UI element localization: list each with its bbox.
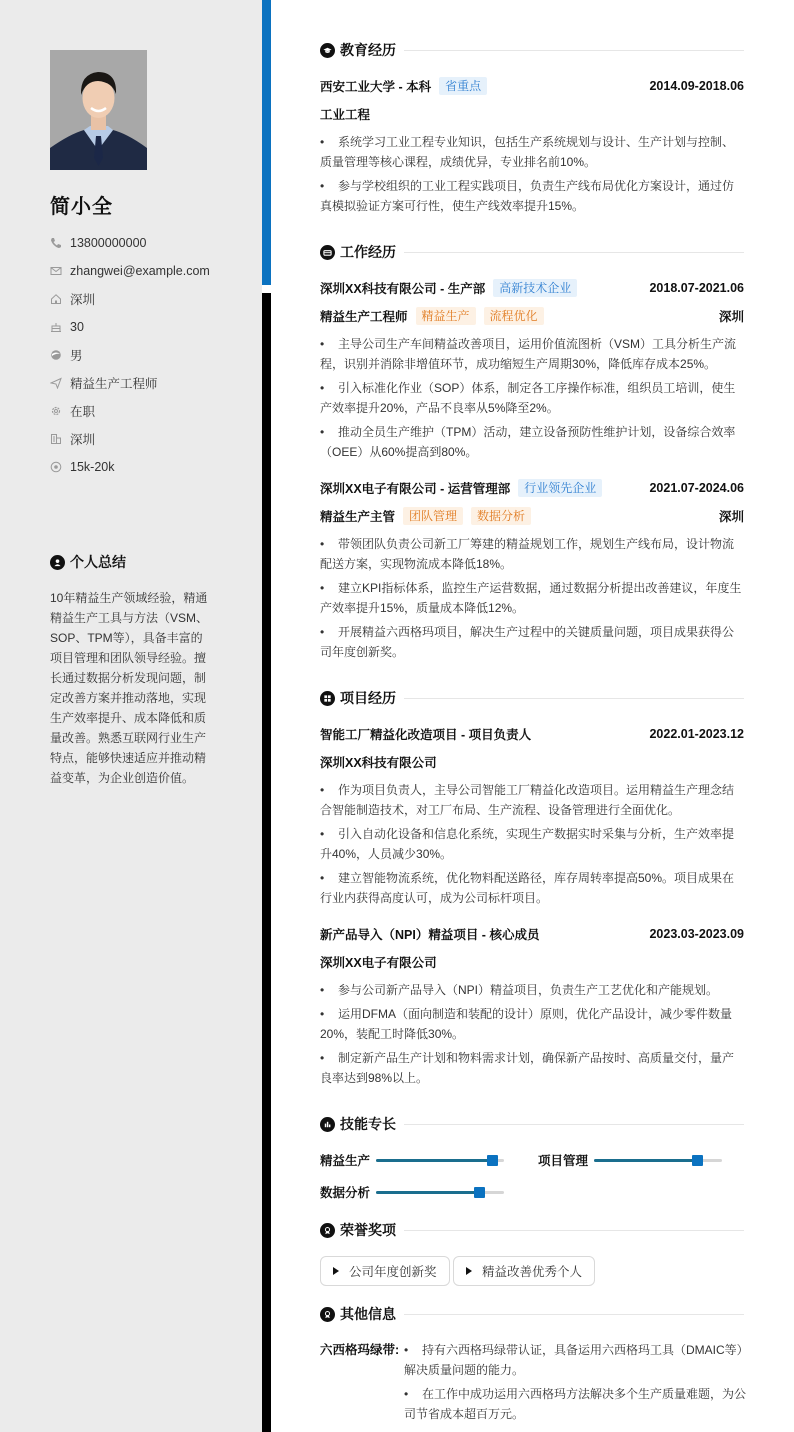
contact-info-list: [50, 229, 250, 481]
salary-icon: [50, 461, 62, 473]
list-item: • 引入标准化作业（SOP）体系，制定各工序操作标准，组织员工培训，使生产效率提升20%，产品不良率从5%降至2%。: [320, 381, 736, 415]
info-salary: 15k-20k: [50, 453, 250, 481]
role-title: 精益生产工程师: [320, 310, 408, 324]
list-item: • 系统学习工业工程专业知识，包括生产系统规划与设计、生产计划与控制、质量管理等核心课程，成绩优异，专业排名前10%。: [320, 135, 735, 169]
section-projects-heading: 项目经历: [320, 688, 744, 708]
avatar-photo-icon: [50, 50, 147, 170]
company-tag: 高新技术企业: [493, 279, 577, 297]
play-triangle-icon: [333, 1267, 339, 1275]
project-2-company-row: [320, 952, 744, 972]
slider-thumb[interactable]: [474, 1187, 485, 1198]
summary-text: 10年精益生产领域经验，精通精益生产工具与方法（VSM、SOP、TPM等），具备丰富的项目管理和团队领导经验。擅长通过数据分析发现问题，制定改善方案并推动落地，实现生产效率提升、成本降低和质量改善。熟悉互联网行业生产特点，能够快速适应并推动精益变革，为企业创造价值。: [50, 591, 209, 785]
info-work-city: 深圳: [50, 425, 250, 453]
project-1-header: [320, 724, 744, 744]
list-item: • 带领团队负责公司新工厂筹建的精益规划工作，规划生产线布局，设计物流配送方案，实现物流成本降低18%。: [320, 537, 735, 571]
school-tag: 省重点: [439, 77, 487, 95]
work-entry-2-role: [320, 506, 744, 526]
info-email: zhangwei@example.com: [50, 257, 250, 285]
briefcase-icon: [320, 245, 335, 260]
award-item[interactable]: 精益改善优秀个人: [453, 1256, 595, 1286]
play-triangle-icon: [466, 1267, 472, 1275]
work-entry-2-header: [320, 478, 744, 498]
company-name: 深圳XX科技有限公司 - 生产部: [320, 282, 486, 296]
section-divider: [404, 1314, 744, 1315]
list-item: • 参与学校组织的工业工程实践项目，负责生产线布局优化方案设计，通过仿真模拟验证方案可行性，使生产线效率提升15%。: [320, 179, 735, 213]
education-major-row: [320, 104, 744, 124]
award-icon: [320, 1223, 335, 1238]
project-period: 2023.03-2023.09: [649, 927, 744, 941]
phone-icon: [50, 237, 62, 249]
summary-heading: 个人总结: [50, 552, 126, 572]
grid-icon: [320, 691, 335, 706]
send-icon: [50, 377, 62, 389]
skill-level-slider[interactable]: [376, 1191, 504, 1194]
project-2-bullets: [320, 980, 744, 1092]
list-item: • 引入自动化设备和信息化系统，实现生产数据实时采集与分析，生产效率提升40%，人员减少30%。: [320, 827, 735, 861]
section-divider: [404, 1230, 744, 1231]
candidate-name: 简小全: [50, 196, 113, 218]
list-item: • 作为项目负责人，主导公司智能工厂精益化改造项目。运用精益生产理念结合智能制造技术，对工厂布局、生产流程、设备管理进行全面优化。: [320, 783, 735, 817]
role-tag: 团队管理: [403, 507, 463, 525]
role-tag: 数据分析: [471, 507, 531, 525]
accent-bar-blue: [262, 0, 271, 285]
skill-level-slider[interactable]: [376, 1159, 504, 1162]
info-age: 30: [50, 313, 250, 341]
list-item: • 运用DFMA（面向制造和装配的设计）原则，优化产品设计，减少零件数量20%，装配工时降低30%。: [320, 1007, 732, 1041]
user-circle-icon: [50, 555, 65, 570]
work-location: 深圳: [718, 310, 744, 324]
home-icon: [50, 293, 62, 305]
project-1-bullets: [320, 780, 744, 912]
skill-data-analysis: 数据分析: [320, 1182, 504, 1202]
section-divider: [404, 698, 744, 699]
info-city: 深圳: [50, 285, 250, 313]
section-work-heading: 工作经历: [320, 242, 744, 262]
company-name: 深圳XX电子有限公司 - 运营管理部: [320, 482, 511, 496]
info-phone: 13800000000: [50, 229, 250, 257]
list-item: • 开展精益六西格玛项目，解决生产过程中的关键质量问题，项目成果获得公司年度创新奖。: [320, 625, 735, 659]
project-name: 智能工厂精益化改造项目 - 项目负责人: [320, 728, 532, 742]
role-title: 精益生产主管: [320, 510, 396, 524]
project-2-header: [320, 924, 744, 944]
list-item: • 在工作中成功运用六西格玛方法解决多个生产质量难题，为公司节省成本超百万元。: [404, 1387, 747, 1421]
mail-icon: [50, 265, 62, 277]
gender-icon: [50, 349, 62, 361]
info-position: 精益生产工程师: [50, 369, 250, 397]
work-entry-2-bullets: [320, 534, 744, 666]
other-info-label: 六西格玛绿带:: [320, 1343, 400, 1357]
project-company: 深圳XX电子有限公司: [320, 956, 437, 970]
section-awards-heading: 荣誉奖项: [320, 1220, 744, 1240]
slider-thumb[interactable]: [692, 1155, 703, 1166]
other-info-bullets: [404, 1340, 746, 1428]
award-item[interactable]: 公司年度创新奖: [320, 1256, 450, 1286]
project-name: 新产品导入（NPI）精益项目 - 核心成员: [320, 928, 540, 942]
work-period: 2018.07-2021.06: [649, 281, 744, 295]
accent-bar-black: [262, 293, 271, 1432]
info-status: 在职: [50, 397, 250, 425]
section-divider: [404, 252, 744, 253]
section-skills-heading: 技能专长: [320, 1114, 744, 1134]
education-bullets: [320, 132, 744, 220]
section-other-heading: 其他信息: [320, 1304, 744, 1324]
section-divider: [404, 1124, 744, 1125]
major: 工业工程: [320, 108, 371, 122]
list-item: • 建立KPI指标体系，监控生产运营数据，通过数据分析提出改善建议，年度生产效率提升15%，质量成本降低12%。: [320, 581, 742, 615]
work-entry-1-header: [320, 278, 744, 298]
list-item: • 推动全员生产维护（TPM）活动，建立设备预防性维护计划，设备综合效率（OEE）从60%提高到80%。: [320, 425, 736, 459]
section-divider: [404, 50, 744, 51]
work-entry-1-role: [320, 306, 744, 326]
bar-chart-icon: [320, 1117, 335, 1132]
project-1-company-row: [320, 752, 744, 772]
role-tag: 流程优化: [484, 307, 544, 325]
project-company: 深圳XX科技有限公司: [320, 756, 437, 770]
section-education-heading: 教育经历: [320, 40, 744, 60]
award-icon: [320, 1307, 335, 1322]
school-name: 西安工业大学 - 本科: [320, 80, 432, 94]
company-tag: 行业领先企业: [518, 479, 602, 497]
work-entry-1-bullets: [320, 334, 744, 466]
cake-icon: [50, 321, 62, 333]
skill-lean-production: 精益生产: [320, 1150, 504, 1170]
building-icon: [50, 433, 62, 445]
education-period: 2014.09-2018.06: [649, 79, 744, 93]
work-location: 深圳: [718, 510, 744, 524]
list-item: • 建立智能物流系统，优化物料配送路径，库存周转率提高50%。项目成果在行业内获得高度认可，成为公司标杆项目。: [320, 871, 735, 905]
list-item: • 制定新产品生产计划和物料需求计划，确保新产品按时、高质量交付，量产良率达到98%以上。: [320, 1051, 735, 1085]
status-gear-icon: [50, 405, 62, 417]
info-gender: 男: [50, 341, 250, 369]
work-period: 2021.07-2024.06: [649, 481, 744, 495]
avatar: [50, 50, 147, 170]
education-entry-header: [320, 76, 744, 96]
project-period: 2022.01-2023.12: [649, 727, 744, 741]
slider-thumb[interactable]: [487, 1155, 498, 1166]
skill-project-management: 项目管理: [538, 1150, 722, 1170]
list-item: • 参与公司新产品导入（NPI）精益项目，负责生产工艺优化和产能规划。: [320, 983, 719, 997]
list-item: • 主导公司生产车间精益改善项目，运用价值流图析（VSM）工具分析生产流程，识别并消除非增值环节，成功缩短生产周期30%，降低库存成本25%。: [320, 337, 737, 371]
graduation-cap-icon: [320, 43, 335, 58]
skill-level-slider[interactable]: [594, 1159, 722, 1162]
role-tag: 精益生产: [416, 307, 476, 325]
list-item: • 持有六西格玛绿带认证，具备运用六西格玛工具（DMAIC等）解决质量问题的能力。: [404, 1343, 743, 1377]
